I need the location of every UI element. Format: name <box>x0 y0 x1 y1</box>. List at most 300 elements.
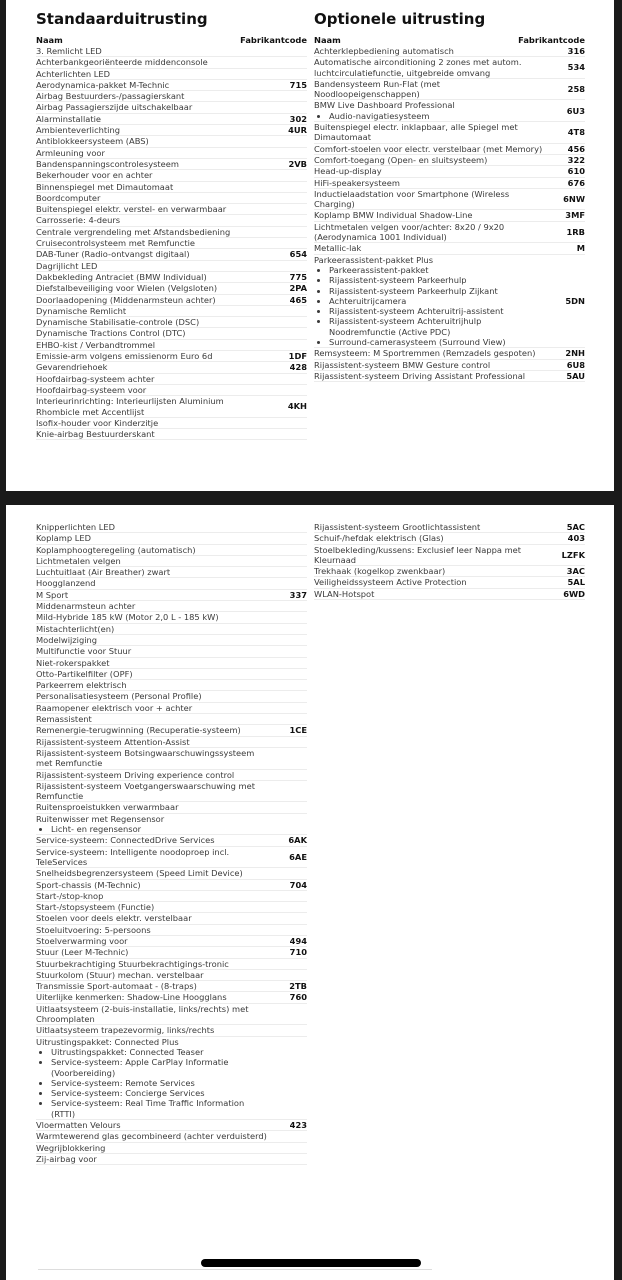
equipment-name <box>36 362 277 372</box>
equipment-label: Wegrijblokkering <box>36 1142 106 1153</box>
table-row <box>36 159 307 170</box>
equipment-label: Koplamphoogteregeling (automatisch) <box>36 544 196 555</box>
table-row <box>36 880 307 891</box>
table-row <box>36 102 307 113</box>
manufacturer-code: 5AC <box>566 522 585 532</box>
equipment-name <box>36 533 277 543</box>
table-row <box>36 590 307 601</box>
table-row <box>36 429 307 440</box>
equipment-name <box>36 624 277 634</box>
manufacturer-code: M <box>576 243 585 254</box>
table-row <box>36 533 307 544</box>
equipment-name <box>36 80 277 90</box>
table-row <box>36 1131 307 1142</box>
table-row <box>314 122 585 144</box>
equipment-label: Uitrustingspakket: Connected Plus <box>36 1036 179 1047</box>
table-row <box>314 371 585 382</box>
equipment-label: Antiblokkeersysteem (ABS) <box>36 136 149 147</box>
equipment-name <box>36 880 277 890</box>
equipment-name <box>314 577 555 587</box>
manufacturer-code: 5AU <box>566 370 585 381</box>
table-row <box>36 802 307 813</box>
equipment-label: Diefstalbeveiliging voor Wielen (Velgsloten) <box>36 283 218 294</box>
equipment-label: Veiligheidssysteem Active Protection <box>314 577 467 588</box>
table-row <box>36 703 307 714</box>
table-row <box>36 556 307 567</box>
table-row <box>36 578 307 589</box>
equipment-name <box>36 567 277 577</box>
equipment-name <box>36 992 277 1002</box>
equipment-name <box>36 227 277 237</box>
manufacturer-code: 1DF <box>288 351 307 362</box>
sub-item: • Rijassistent-systeem Achteruitrij-assistent <box>329 306 547 316</box>
table-row <box>36 340 307 351</box>
table-row <box>36 601 307 612</box>
section-title: Standaarduitrusting <box>36 10 208 28</box>
table-row <box>36 624 307 635</box>
equipment-label: Raamopener elektrisch voor + achter <box>36 702 193 713</box>
equipment-label: Warmtewerend glas gecombineerd (achter verduisterd) <box>36 1131 267 1142</box>
screenshot-panel-bottom <box>6 505 614 1280</box>
equipment-name <box>36 1120 277 1130</box>
manufacturer-code: 322 <box>567 154 585 165</box>
table-row <box>36 725 307 736</box>
equipment-label: Comfort-toegang (Open- en sluitsysteem) <box>314 154 488 165</box>
equipment-name <box>36 148 277 158</box>
equipment-name <box>36 658 277 668</box>
equipment-label: Mistachterlicht(en) <box>36 623 115 634</box>
manufacturer-code: 258 <box>567 84 585 95</box>
table-row <box>36 936 307 947</box>
equipment-label: Isofix-houder voor Kinderzitje <box>36 417 159 428</box>
equipment-name <box>314 255 555 348</box>
table-row <box>36 635 307 646</box>
manufacturer-code: 4KH <box>287 401 307 412</box>
manufacturer-code: 6NW <box>563 194 585 204</box>
equipment-name <box>314 144 555 154</box>
equipment-name <box>36 814 277 835</box>
manufacturer-code: 1CE <box>289 725 307 736</box>
equipment-label: Stuur (Leer M-Technic) <box>36 947 129 958</box>
equipment-label: HiFi-speakersysteem <box>314 177 400 188</box>
equipment-label: Airbag Passagierszijde uitschakelbaar <box>36 102 193 113</box>
table-row <box>36 136 307 147</box>
equipment-name <box>36 612 277 622</box>
equipment-label: Cruisecontrolsysteem met Remfunctie <box>36 238 196 249</box>
table-row <box>36 1154 307 1165</box>
sub-item-list <box>314 111 547 121</box>
equipment-label: Knipperlichten LED <box>36 522 115 532</box>
equipment-label: Doorlaadopening (Middenarmsteun achter) <box>36 294 216 305</box>
table-row <box>314 348 585 359</box>
equipment-name <box>314 210 555 220</box>
equipment-label: Inductielaadstation voor Smartphone (Wireless Charging) <box>314 188 510 210</box>
table-row <box>36 902 307 913</box>
equipment-label: DAB-Tuner (Radio-ontvangst digitaal) <box>36 249 190 260</box>
equipment-name <box>36 635 277 645</box>
equipment-label: M Sport <box>36 589 69 600</box>
equipment-list <box>36 522 307 1165</box>
equipment-name <box>36 46 277 56</box>
equipment-label: Ambienteverlichting <box>36 125 120 136</box>
equipment-name <box>314 371 555 381</box>
table-row <box>314 144 585 155</box>
equipment-name <box>314 545 555 566</box>
manufacturer-code: 302 <box>289 113 307 124</box>
equipment-name <box>314 100 555 121</box>
sub-item: • Rijassistent-systeem Parkeerhulp <box>329 275 547 285</box>
equipment-name <box>36 102 277 112</box>
equipment-label: Rijassistent-systeem Attention-Assist <box>36 736 190 747</box>
equipment-name <box>36 725 277 735</box>
table-row <box>36 612 307 623</box>
equipment-name <box>36 737 277 747</box>
equipment-name <box>314 189 555 210</box>
table-row <box>36 204 307 215</box>
manufacturer-code: 337 <box>289 589 307 600</box>
table-row <box>36 227 307 238</box>
table-row <box>36 781 307 803</box>
equipment-name <box>36 748 277 769</box>
manufacturer-code: 1RB <box>566 226 585 237</box>
table-row <box>36 1143 307 1154</box>
equipment-label: Hoofdairbag-systeem voor <box>36 384 147 395</box>
table-row <box>36 992 307 1003</box>
table-row <box>36 362 307 373</box>
equipment-label: Rijassistent-systeem BMW Gesture control <box>314 359 491 370</box>
equipment-name <box>314 533 555 543</box>
equipment-name <box>314 57 555 78</box>
equipment-label: Metallic-lak <box>314 243 362 254</box>
equipment-label: 3. Remlicht LED <box>36 46 102 56</box>
equipment-label: Centrale vergrendeling met Afstandsbediening <box>36 226 231 237</box>
table-row <box>36 891 307 902</box>
sub-item: • Parkeerassistent-pakket <box>329 265 547 275</box>
equipment-label: Dynamische Stabilisatie-controle (DSC) <box>36 317 200 328</box>
sub-item: • Licht- en regensensor <box>51 824 269 834</box>
table-header <box>314 35 585 46</box>
manufacturer-code: 2VB <box>288 158 307 169</box>
equipment-label: Service-systeem: ConnectedDrive Services <box>36 835 215 846</box>
table-row <box>36 385 307 396</box>
table-row <box>36 959 307 970</box>
equipment-label: Uitlaatsysteem (2-buis-installatie, links/rechts) met Chroomplaten <box>36 1003 249 1025</box>
equipment-name <box>36 578 277 588</box>
equipment-name <box>36 925 277 935</box>
equipment-label: Automatische airconditioning 2 zones met autom. luchtcirculatiefunctie, uitgebreide omvang <box>314 57 522 78</box>
equipment-name <box>314 589 555 599</box>
equipment-name <box>36 396 277 417</box>
table-row <box>36 57 307 68</box>
manufacturer-code: 403 <box>567 533 585 544</box>
equipment-label: Buitenspiegel elektr. verstel- en verwarmbaar <box>36 204 227 215</box>
equipment-label: Gevarendriehoek <box>36 362 108 373</box>
equipment-label: Lichtmetalen velgen voor/achter: 8x20 / 9x20 (Aerodynamica 1001 Individual) <box>314 221 505 243</box>
table-row <box>36 249 307 260</box>
manufacturer-code: 6U3 <box>566 105 585 116</box>
manufacturer-code: 676 <box>567 177 585 188</box>
home-indicator[interactable] <box>201 1259 421 1267</box>
table-row <box>36 148 307 159</box>
equipment-label: Armleuning voor <box>36 147 105 158</box>
equipment-label: Parkeerassistent-pakket Plus <box>314 254 434 265</box>
manufacturer-code: 5AL <box>567 577 585 588</box>
equipment-name <box>314 522 555 532</box>
table-row <box>36 981 307 992</box>
equipment-name <box>36 959 277 969</box>
equipment-label: Sport-chassis (M-Technic) <box>36 879 141 890</box>
table-row <box>36 714 307 725</box>
equipment-name <box>36 317 277 327</box>
table-row <box>314 360 585 371</box>
sub-item-list <box>36 1047 269 1119</box>
table-row <box>36 737 307 748</box>
column-header-name: Naam <box>36 35 63 45</box>
equipment-label: Otto-Partikelfilter (OPF) <box>36 668 133 679</box>
screenshot-panel-top <box>6 0 614 491</box>
equipment-name <box>36 970 277 980</box>
equipment-label: Alarminstallatie <box>36 113 101 124</box>
manufacturer-code: 5DN <box>565 295 585 306</box>
table-row <box>314 46 585 57</box>
equipment-label: Head-up-display <box>314 166 382 177</box>
table-row <box>36 970 307 981</box>
equipment-label: Achterbankgeoriënteerde middenconsole <box>36 57 208 68</box>
equipment-name <box>314 243 555 253</box>
equipment-name <box>36 868 277 878</box>
table-row <box>36 193 307 204</box>
equipment-label: Stoelen voor deels elektr. verstelbaar <box>36 913 192 924</box>
equipment-name <box>314 166 555 176</box>
equipment-name <box>36 204 277 214</box>
equipment-name <box>36 283 277 293</box>
equipment-name <box>314 79 555 100</box>
equipment-name <box>36 114 277 124</box>
equipment-label: Rijassistent-systeem Driving Assistant Professional <box>314 370 526 381</box>
equipment-name <box>314 122 555 143</box>
equipment-name <box>36 136 277 146</box>
equipment-name <box>36 351 277 361</box>
table-row <box>36 545 307 556</box>
manufacturer-code: LZFK <box>561 549 585 560</box>
equipment-name <box>314 178 555 188</box>
equipment-label: Remsysteem: M Sportremmen (Remzadels gespoten) <box>314 348 536 359</box>
equipment-label: Trekhaak (kogelkop zwenkbaar) <box>314 566 446 577</box>
equipment-label: Interieurinrichting: Interieurlijsten Aluminium Rhombicle met Accentlijst <box>36 396 224 417</box>
equipment-label: Bandenspanningscontrolesysteem <box>36 158 179 169</box>
standard-equipment-section <box>36 8 307 440</box>
table-row <box>36 283 307 294</box>
manufacturer-code: 710 <box>289 947 307 958</box>
equipment-label: Hoogglanzend <box>36 578 96 589</box>
equipment-label: Dynamische Remlicht <box>36 305 127 316</box>
equipment-name <box>314 46 555 56</box>
equipment-list <box>314 46 585 382</box>
manufacturer-code: 3AC <box>566 566 585 577</box>
table-row <box>314 210 585 221</box>
table-row <box>36 691 307 702</box>
sub-item: • Service-systeem: Remote Services <box>51 1078 269 1088</box>
table-row <box>36 913 307 924</box>
manufacturer-code: 760 <box>289 992 307 1003</box>
sub-item: • Service-systeem: Apple CarPlay Informatie (Voorbereiding) <box>51 1057 269 1078</box>
equipment-label: Dagrijlicht LED <box>36 260 98 271</box>
manufacturer-code: 4T8 <box>567 127 585 138</box>
manufacturer-code: 704 <box>289 879 307 890</box>
section-title: Optionele uitrusting <box>314 10 486 28</box>
equipment-name <box>36 714 277 724</box>
equipment-label: Stoeluitvoering: 5-persoons <box>36 924 151 935</box>
table-row <box>36 114 307 125</box>
table-row <box>314 166 585 177</box>
equipment-name <box>36 249 277 259</box>
table-row <box>314 178 585 189</box>
manufacturer-code: 534 <box>567 62 585 73</box>
equipment-label: Uiterlijke kenmerken: Shadow-Line Hoogglans <box>36 992 227 1003</box>
equipment-name <box>36 182 277 192</box>
manufacturer-code: 2TB <box>289 981 307 992</box>
equipment-label: Rijassistent-systeem Driving experience control <box>36 769 235 780</box>
equipment-label: Buitenspiegel electr. inklapbaar, alle Spiegel met Dimautomaat <box>314 122 518 143</box>
equipment-label: Emissie-arm volgens emissienorm Euro 6d <box>36 351 213 362</box>
sub-item: • Rijassistent-systeem Achteruitrijhulp Noodremfunctie (Active PDC) <box>329 316 547 337</box>
equipment-name <box>36 295 277 305</box>
sub-item: • Achteruitrijcamera <box>329 296 547 306</box>
equipment-label: Ruitenwisser met Regensensor <box>36 813 165 824</box>
equipment-label: Achterlichten LED <box>36 68 111 79</box>
equipment-label: Bekerhouder voor en achter <box>36 170 153 181</box>
table-row <box>36 658 307 669</box>
table-row <box>314 100 585 122</box>
table-row <box>36 272 307 283</box>
table-row <box>36 261 307 272</box>
equipment-label: Achterklepbediening automatisch <box>314 46 454 56</box>
table-row <box>36 238 307 249</box>
equipment-label: Start-/stopsysteem (Functie) <box>36 902 155 913</box>
table-row <box>36 1120 307 1131</box>
equipment-label: Aerodynamica-pakket M-Technic <box>36 79 170 90</box>
equipment-label: Rijassistent-systeem Grootlichtassistent <box>314 522 481 532</box>
equipment-name <box>36 981 277 991</box>
manufacturer-code: 715 <box>289 79 307 90</box>
table-row <box>36 80 307 91</box>
equipment-name <box>36 902 277 912</box>
equipment-name <box>36 91 277 101</box>
equipment-label: Bandensysteem Run-Flat (met Noodloopeigenschappen) <box>314 78 441 100</box>
equipment-name <box>36 770 277 780</box>
equipment-name <box>36 545 277 555</box>
equipment-label: Ruitensproeistukken verwarmbaar <box>36 802 179 813</box>
sub-item: • Service-systeem: Real Time Traffic Information (RTTI) <box>51 1098 269 1119</box>
equipment-name <box>36 835 277 845</box>
equipment-label: Lichtmetalen velgen <box>36 555 121 566</box>
equipment-label: Niet-rokerspakket <box>36 657 110 668</box>
table-row <box>36 814 307 836</box>
table-row <box>36 317 307 328</box>
equipment-label: Dakbekleding Antraciet (BMW Individual) <box>36 271 207 282</box>
equipment-label: Service-systeem: Intelligente noodoproep incl. TeleServices <box>36 846 230 867</box>
equipment-name <box>36 1154 277 1164</box>
manufacturer-code: 4UR <box>288 125 307 136</box>
table-row <box>36 835 307 846</box>
equipment-label: Personalisatiesysteem (Personal Profile) <box>36 691 202 702</box>
equipment-name <box>36 125 277 135</box>
manufacturer-code: 3MF <box>565 210 585 221</box>
equipment-name <box>36 57 277 67</box>
table-row <box>314 566 585 577</box>
equipment-name <box>314 155 555 165</box>
table-row <box>36 351 307 362</box>
table-row <box>36 396 307 418</box>
equipment-name <box>36 429 277 439</box>
equipment-name <box>36 306 277 316</box>
table-row <box>36 522 307 533</box>
manufacturer-code: 2PA <box>289 283 307 294</box>
sub-item: • Audio-navigatiesysteem <box>329 111 547 121</box>
equipment-name <box>36 159 277 169</box>
manufacturer-code: 610 <box>567 166 585 177</box>
equipment-label: Luchtuitlaat (Air Breather) zwart <box>36 567 171 578</box>
equipment-name <box>36 1037 277 1119</box>
table-row <box>36 770 307 781</box>
equipment-name <box>36 781 277 802</box>
manufacturer-code: 6AK <box>288 835 307 846</box>
equipment-name <box>36 170 277 180</box>
table-row <box>314 589 585 600</box>
table-row <box>36 669 307 680</box>
equipment-label: Middenarmsteun achter <box>36 601 136 612</box>
manufacturer-code: 6AE <box>289 851 307 862</box>
table-row <box>314 155 585 166</box>
manufacturer-code: 654 <box>289 249 307 260</box>
equipment-label: Boordcomputer <box>36 192 101 203</box>
equipment-label: Rijassistent-systeem Voetgangerswaarschuwing met Remfunctie <box>36 780 255 802</box>
equipment-label: Knie-airbag Bestuurderskant <box>36 429 155 440</box>
equipment-name <box>36 646 277 656</box>
equipment-name <box>314 360 555 370</box>
table-row <box>314 189 585 211</box>
table-row <box>36 567 307 578</box>
table-row <box>36 328 307 339</box>
equipment-name <box>36 69 277 79</box>
equipment-name <box>36 261 277 271</box>
equipment-name <box>36 522 277 532</box>
table-row <box>36 182 307 193</box>
table-row <box>314 545 585 567</box>
equipment-label: Carrosserie: 4-deurs <box>36 215 121 226</box>
equipment-label: EHBO-kist / Verbandtrommel <box>36 339 156 350</box>
sub-item-list <box>36 824 269 834</box>
equipment-name <box>36 238 277 248</box>
equipment-name <box>36 272 277 282</box>
equipment-label: Schuif-/hefdak elektrisch (Glas) <box>314 533 444 544</box>
equipment-label: Modelwijziging <box>36 634 98 645</box>
divider <box>38 1269 432 1270</box>
equipment-label: Binnenspiegel met Dimautomaat <box>36 181 174 192</box>
equipment-name <box>36 1004 277 1025</box>
equipment-label: Parkeerrem elektrisch <box>36 680 127 691</box>
equipment-name <box>36 680 277 690</box>
equipment-name <box>36 601 277 611</box>
equipment-label: Dynamische Tractions Control (DTC) <box>36 328 186 339</box>
optional-equipment-section <box>314 8 585 382</box>
equipment-label: BMW Live Dashboard Professional <box>314 100 455 111</box>
table-row <box>36 46 307 57</box>
equipment-name <box>36 936 277 946</box>
equipment-label: Stuurkolom (Stuur) mechan. verstelbaar <box>36 969 204 980</box>
equipment-label: Remenergie-terugwinning (Recuperatie-systeem) <box>36 725 241 736</box>
table-row <box>36 1025 307 1036</box>
